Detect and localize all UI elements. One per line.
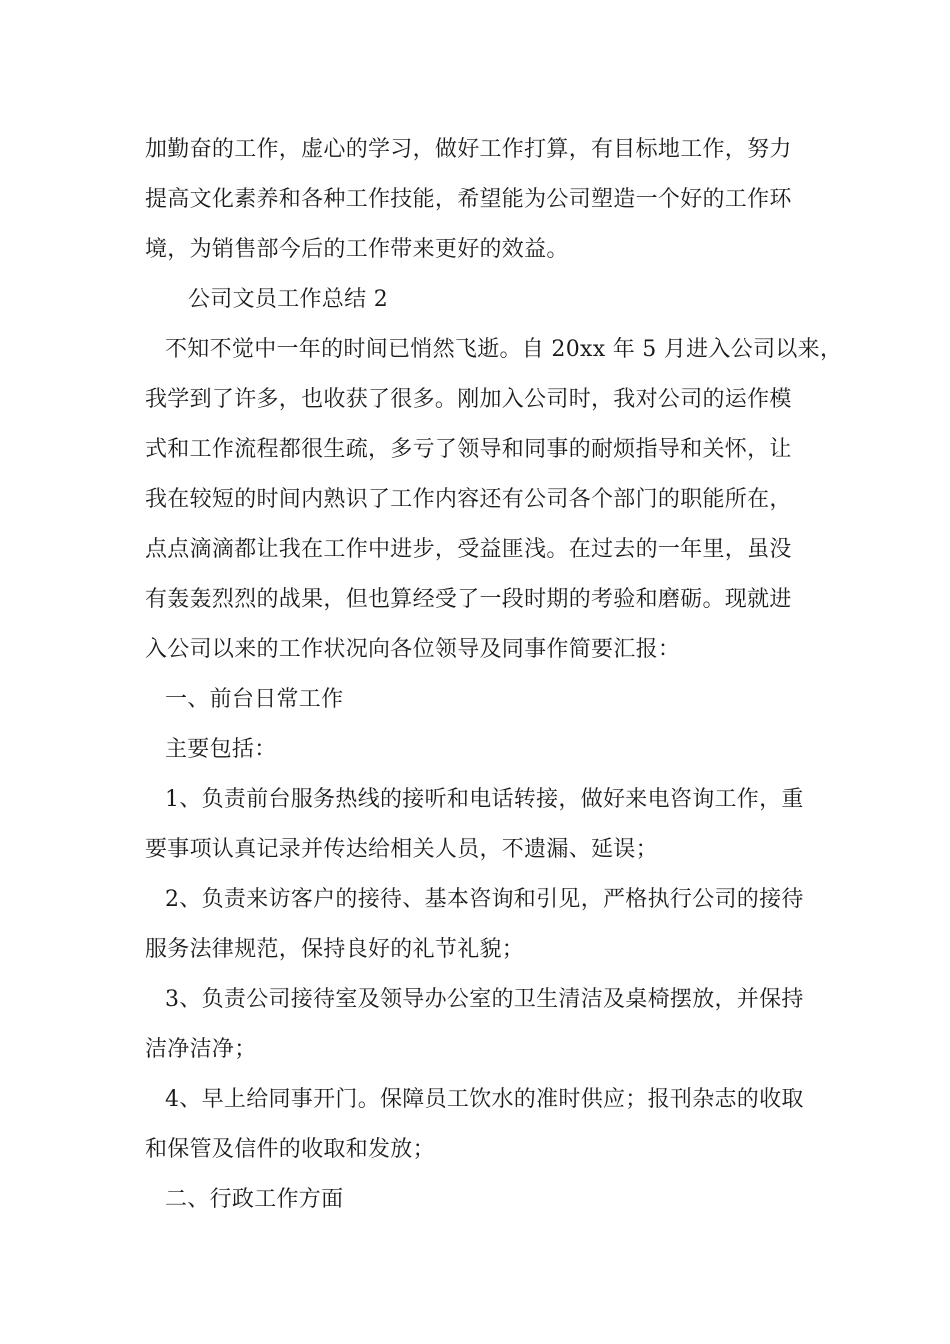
- list-item-1: 1、负责前台服务热线的接听和电话转接，做好来电咨询工作，重: [165, 787, 804, 812]
- list-item-1-cont: 要事项认真记录并传达给相关人员，不遗漏、延误；: [145, 837, 658, 862]
- heading-front-desk: 一、前台日常工作: [165, 687, 344, 712]
- list-item-2-cont: 服务法律规范，保持良好的礼节礼貌；: [145, 937, 525, 962]
- body-line-1: 加勤奋的工作，虚心的学习，做好工作打算，有目标地工作，努力: [145, 137, 792, 162]
- body-line-3: 境，为销售部今后的工作带来更好的效益。: [145, 237, 569, 262]
- body-line-6: 我学到了许多，也收获了很多。刚加入公司时，我对公司的运作模: [145, 387, 792, 412]
- list-item-2: 2、负责来访客户的接待、基本咨询和引见，严格执行公司的接待: [165, 887, 804, 912]
- list-item-3-cont: 洁净洁净；: [145, 1037, 257, 1062]
- body-line-10: 有轰轰烈烈的战果，但也算经受了一段时期的考验和磨砺。现就进: [145, 587, 792, 612]
- body-line-2: 提高文化素养和各种工作技能，希望能为公司塑造一个好的工作环: [145, 187, 792, 212]
- body-line-8: 我在较短的时间内熟识了工作内容还有公司各个部门的职能所在，: [145, 487, 792, 512]
- list-item-4-cont: 和保管及信件的收取和发放；: [145, 1137, 435, 1162]
- list-item-3: 3、负责公司接待室及领导办公室的卫生清洁及桌椅摆放，并保持: [165, 987, 804, 1012]
- heading-admin-work: 二、行政工作方面: [165, 1187, 344, 1212]
- body-line-11: 入公司以来的工作状况向各位领导及同事作简要汇报：: [145, 637, 681, 662]
- body-line-13: 主要包括：: [165, 737, 277, 762]
- body-line-5: 不知不觉中一年的时间已悄然飞逝。自 20xx 年 5 月进入公司以来，: [165, 337, 843, 362]
- list-item-4: 4、早上给同事开门。保障员工饮水的准时供应；报刊杂志的收取: [165, 1087, 804, 1112]
- body-line-7: 式和工作流程都很生疏，多亏了领导和同事的耐烦指导和关怀，让: [145, 437, 792, 462]
- body-line-9: 点点滴滴都让我在工作中进步，受益匪浅。在过去的一年里，虽没: [145, 537, 792, 562]
- section-title: 公司文员工作总结 2: [188, 287, 388, 312]
